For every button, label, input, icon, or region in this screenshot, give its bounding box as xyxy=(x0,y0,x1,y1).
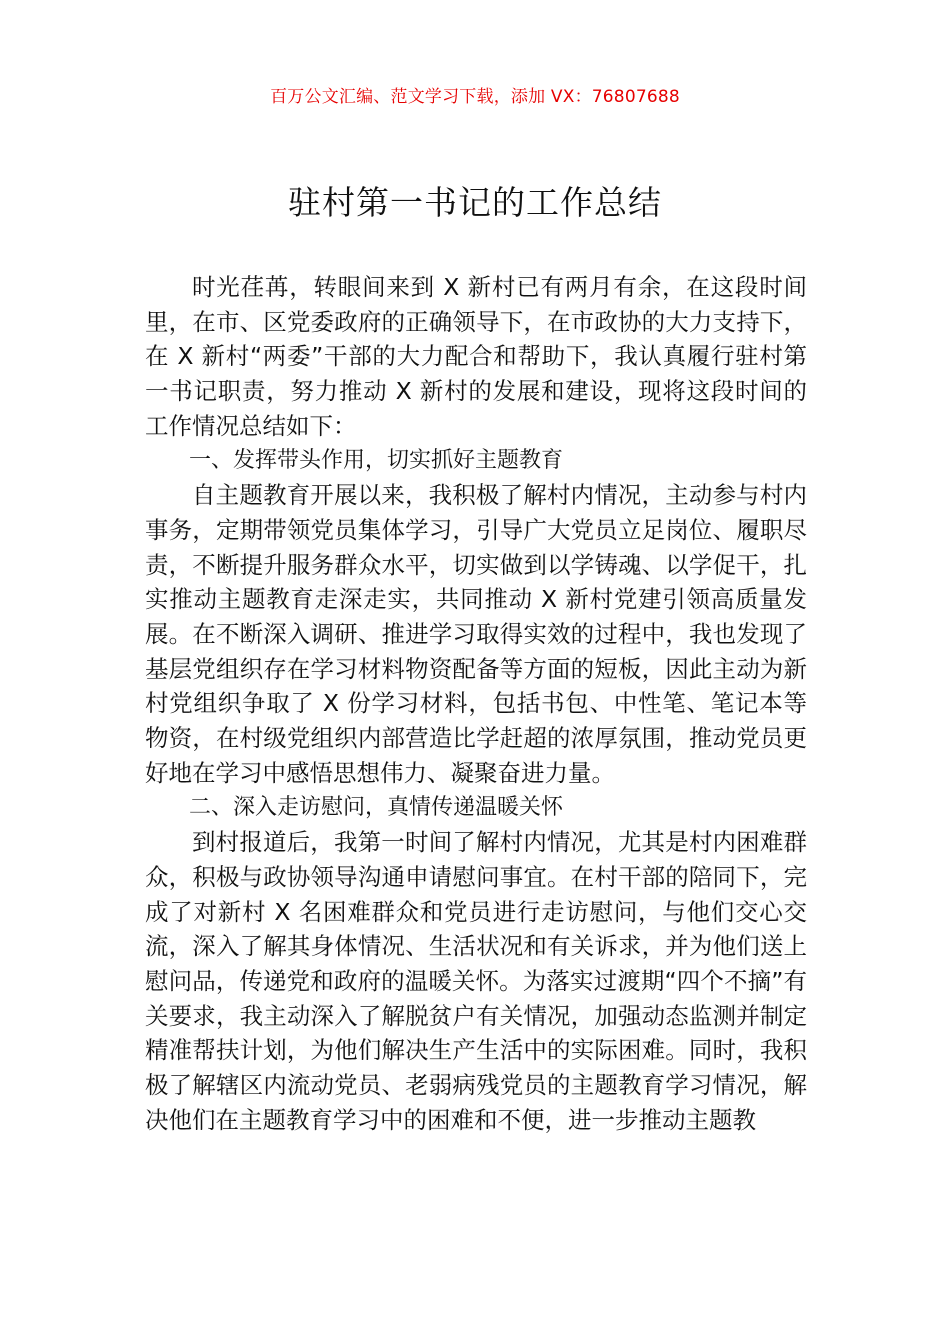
header-watermark-note: 百万公文汇编、范文学习下载，添加 VX：76807688 xyxy=(270,87,680,107)
section-heading-2: 二、深入走访慰问，真情传递温暖关怀 xyxy=(189,794,564,820)
paragraph-intro: 时光荏苒，转眼间来到 X 新村已有两月有余，在这段时间里，在市、区党委政府的正确领导下，在市政协的大力支持下，在 X 新村“两委”干部的大力配合和帮助下，我认真履行驻村第一书记职责，努力推动 X 新村的发展和建设，现将这段时间的工作情况总结如下： xyxy=(145,273,807,440)
section-heading-1: 一、发挥带头作用，切实抓好主题教育 xyxy=(189,447,564,473)
document-body xyxy=(145,270,807,1138)
document-title: 驻村第一书记的工作总结 xyxy=(288,183,662,222)
paragraph-section-2: 到村报道后，我第一时间了解村内情况，尤其是村内困难群众，积极与政协领导沟通申请慰问事宜。在村干部的陪同下，完成了对新村 X 名困难群众和党员进行走访慰问，与他们交心交流，深入了解其身体情况、生活状况和有关诉求，并为他们送上慰问品，传递党和政府的温暖关怀。为落实过渡期“四个不摘”有关要求，我主动深入了解脱贫户有关情况，加强动态监测并制定精准帮扶计划，为他们解决生产生活中的实际困难。同时，我积极了解辖区内流动党员、老弱病残党员的主题教育学习情况，解决他们在主题教育学习中的困难和不便，进一步推动主题教 xyxy=(145,828,807,1134)
paragraph-section-1: 自主题教育开展以来，我积极了解村内情况，主动参与村内事务，定期带领党员集体学习，引导广大党员立足岗位、履职尽责，不断提升服务群众水平，切实做到以学铸魂、以学促干，扎实推动主题教育走深走实，共同推动 X 新村党建引领高质量发展。在不断深入调研、推进学习取得实效的过程中，我也发现了基层党组织存在学习材料物资配备等方面的短板，因此主动为新村党组织争取了 X 份学习材料，包括书包、中性笔、笔记本等物资，在村级党组织内部营造比学赶超的浓厚氛围，推动党员更好地在学习中感悟思想伟力、凝聚奋进力量。 xyxy=(145,481,807,787)
